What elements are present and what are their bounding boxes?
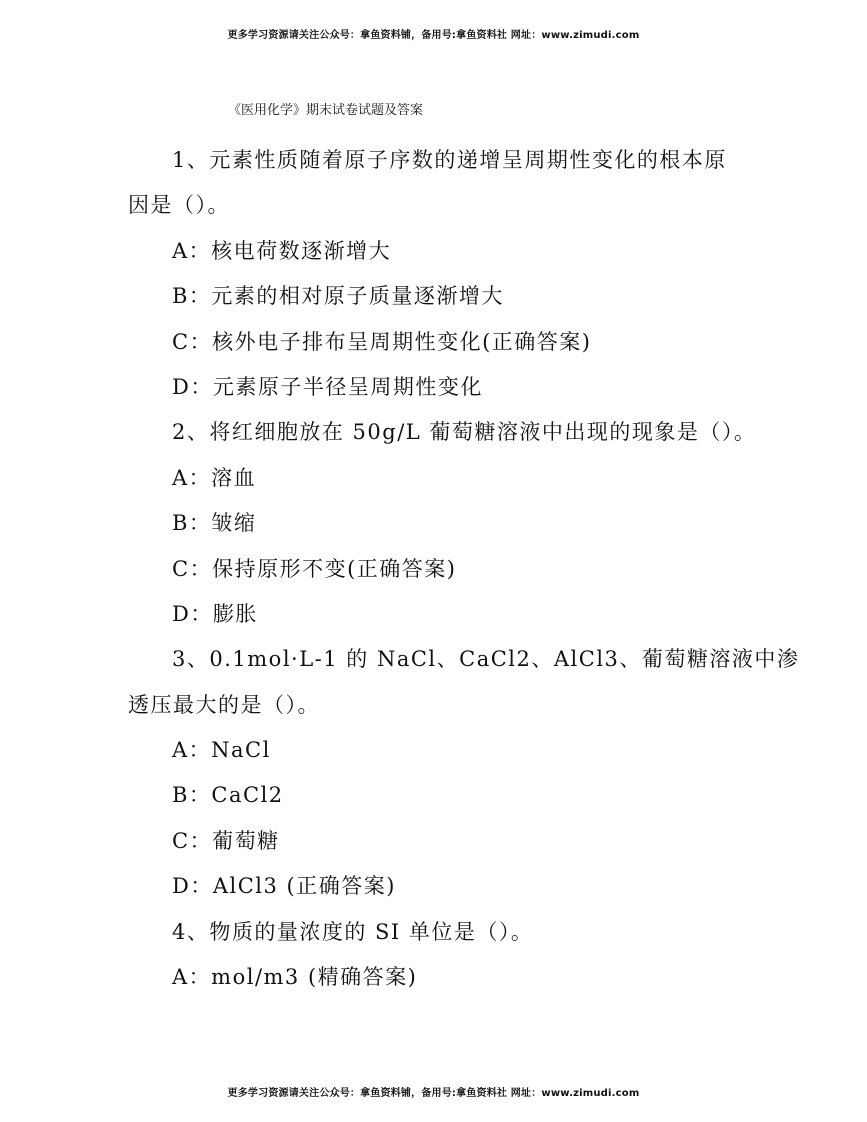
question-1-stem-continued: 因是（）。 xyxy=(128,193,230,218)
question-2-option-c: C：保持原形不变(正确答案) xyxy=(172,556,457,581)
footer-banner: 更多学习资源请关注公众号：拿鱼资料铺，备用号:拿鱼资料社 网址：www.zimudi.com xyxy=(227,1088,640,1099)
question-4-option-a: A：mol/m3 (精确答案) xyxy=(172,965,418,990)
question-2-option-b: B：皱缩 xyxy=(172,511,257,536)
question-3-option-c: C：葡萄糖 xyxy=(172,828,280,853)
document-title: 《医用化学》期末试卷试题及答案 xyxy=(228,103,424,118)
question-4-stem: 4、物质的量浓度的 SI 单位是（）。 xyxy=(172,919,534,944)
question-1-stem: 1、元素性质随着原子序数的递增呈周期性变化的根本原 xyxy=(172,148,727,172)
question-2-option-a: A：溶血 xyxy=(172,465,257,490)
question-2-stem: 2、将红细胞放在 50g/L 葡萄糖溶液中出现的现象是（）。 xyxy=(172,420,757,445)
question-3-option-d: D：AlCl3 (正确答案) xyxy=(172,874,396,899)
question-3-option-a: A：NaCl xyxy=(172,738,271,763)
question-3-stem-continued: 透压最大的是（）。 xyxy=(128,692,320,717)
question-2-option-d: D：膨胀 xyxy=(172,601,258,626)
header-banner: 更多学习资源请关注公众号：拿鱼资料铺，备用号:拿鱼资料社 网址：www.zimudi.com xyxy=(227,30,640,41)
question-1-option-c: C：核外电子排布呈周期性变化(正确答案) xyxy=(172,329,592,354)
question-1-option-a: A：核电荷数逐渐增大 xyxy=(172,238,392,263)
question-1-option-d: D：元素原子半径呈周期性变化 xyxy=(172,374,483,399)
document-body xyxy=(128,138,800,1000)
question-3-option-b: B：CaCl2 xyxy=(172,783,284,808)
question-1-option-b: B：元素的相对原子质量逐渐增大 xyxy=(172,284,504,309)
question-3-stem: 3、0.1mol·L-1 的 NaCl、CaCl2、AlCl3、葡萄糖溶液中渗 xyxy=(172,647,800,672)
